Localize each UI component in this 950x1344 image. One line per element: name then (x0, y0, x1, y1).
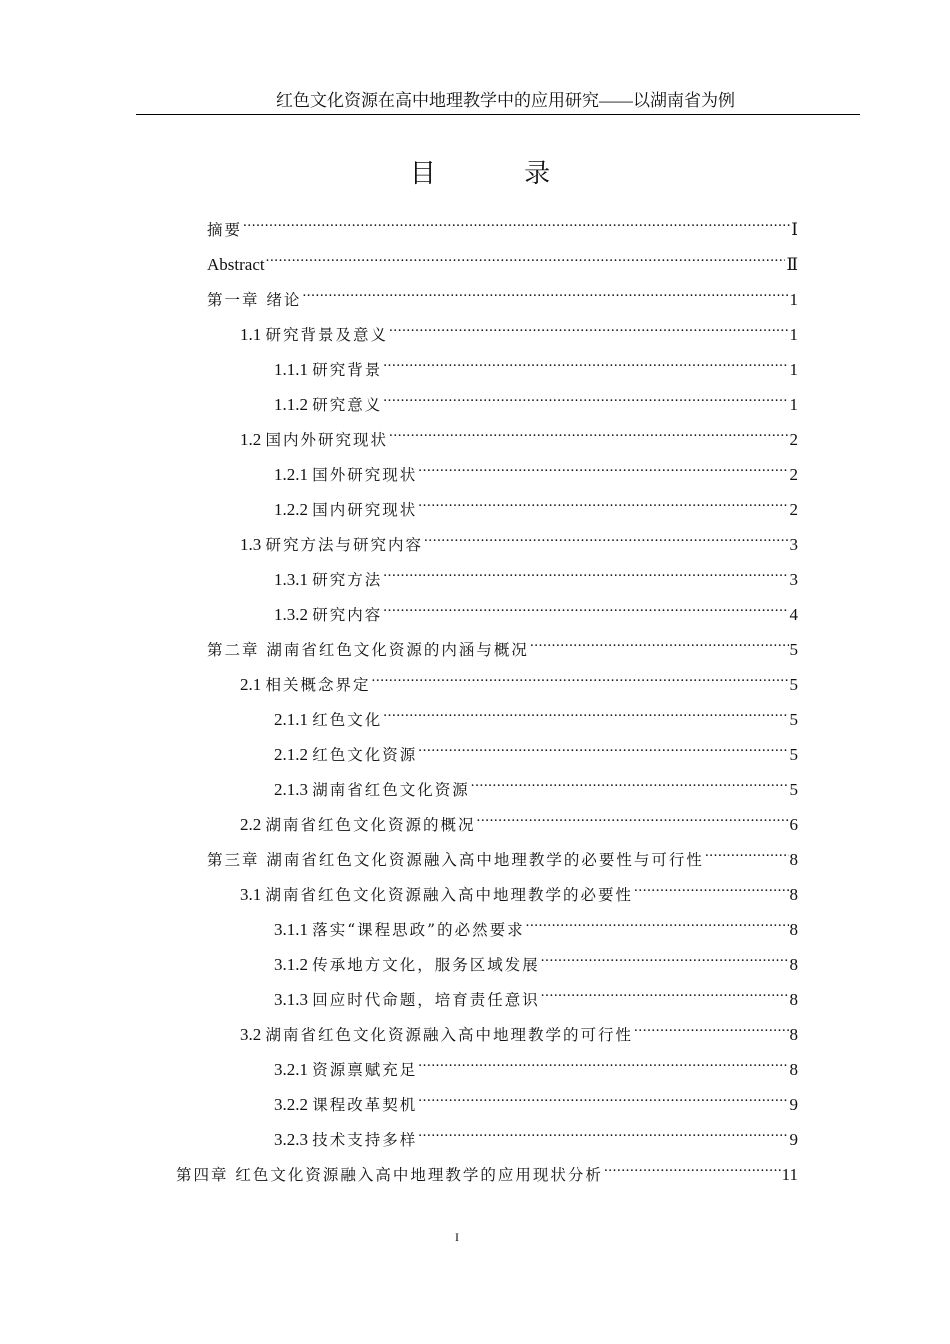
dot-leader (471, 769, 789, 795)
dot-leader (243, 209, 790, 235)
running-header-title: 红色文化资源在高中地理教学中的应用研究——以湖南省为例 (276, 91, 735, 110)
dot-leader (383, 384, 788, 410)
toc-entry-abstract-cn[interactable]: 摘要 ..... Ⅰ (207, 209, 798, 235)
toc-entry-1-2-1[interactable]: 1.2.1 国外研究现状 ..... 2 (274, 454, 798, 480)
toc-page-number: 2 (789, 465, 798, 484)
toc-page-number: 8 (789, 955, 798, 974)
dot-leader (530, 629, 789, 655)
toc-page-number: 8 (789, 920, 798, 939)
toc-entry-1-1[interactable]: 1.1 研究背景及意义 ..... 1 (240, 314, 798, 340)
dot-leader (526, 909, 789, 935)
toc-entry-1-2-2[interactable]: 1.2.2 国内研究现状 ..... 2 (274, 489, 798, 515)
toc-entry-chapter-4[interactable]: 第四章 红色文化资源融入高中地理教学的应用现状分析 ..... 11 (176, 1154, 798, 1180)
toc-entry-3-1-1[interactable]: 3.1.1 落实“课程思政”的必然要求 ..... 8 (274, 909, 798, 935)
toc-entry-3-2[interactable]: 3.2 湖南省红色文化资源融入高中地理教学的可行性 ..... 8 (240, 1014, 798, 1040)
toc-page-number: 8 (789, 1025, 798, 1044)
toc-entry-chapter-1[interactable]: 第一章 绪论 ..... 1 (207, 279, 798, 305)
dot-leader (383, 559, 788, 585)
dot-leader (383, 699, 788, 725)
toc-page-number: 5 (789, 640, 798, 659)
toc-page-number: 1 (789, 360, 798, 379)
dot-leader (634, 1014, 788, 1040)
dot-leader (418, 454, 788, 480)
toc-entry-3-1-2[interactable]: 3.1.2 传承地方文化，服务区域发展 ..... 8 (274, 944, 798, 970)
dot-leader (383, 594, 788, 620)
dot-leader (477, 804, 789, 830)
toc-entry-3-2-1[interactable]: 3.2.1 资源禀赋充足 ..... 8 (274, 1049, 798, 1075)
toc-entry-1-2[interactable]: 1.2 国内外研究现状 ..... 2 (240, 419, 798, 445)
dot-leader (604, 1154, 781, 1180)
toc-entry-3-1[interactable]: 3.1 湖南省红色文化资源融入高中地理教学的必要性 ..... 8 (240, 874, 798, 900)
toc-entry-1-3[interactable]: 1.3 研究方法与研究内容 ..... 3 (240, 524, 798, 550)
toc-page-number: 6 (789, 815, 798, 834)
dot-leader (383, 349, 788, 375)
dot-leader (266, 244, 786, 270)
dot-leader (705, 839, 789, 865)
toc-page-number: 1 (789, 325, 798, 344)
toc-entry-abstract-en[interactable]: Abstract ..... Ⅱ (207, 244, 798, 270)
toc-page-number: 8 (789, 885, 798, 904)
dot-leader (541, 979, 789, 1005)
toc-page-number: 11 (781, 1165, 798, 1184)
page-number-footer: I (455, 1230, 459, 1244)
toc-page-number: 8 (789, 850, 798, 869)
toc-entry-3-2-3[interactable]: 3.2.3 技术支持多样 ..... 9 (274, 1119, 798, 1145)
toc-page-number: 9 (789, 1130, 798, 1149)
toc-page-number: 2 (789, 500, 798, 519)
toc-page-number: 1 (789, 290, 798, 309)
toc-page-number: 5 (789, 745, 798, 764)
toc-title: 目 录 (409, 159, 591, 189)
toc-entry-2-1-2[interactable]: 2.1.2 红色文化资源 ..... 5 (274, 734, 798, 760)
toc-page-number: 5 (789, 675, 798, 694)
toc-entry-3-1-3[interactable]: 3.1.3 回应时代命题，培育责任意识 ..... 8 (274, 979, 798, 1005)
toc-entry-1-1-1[interactable]: 1.1.1 研究背景 ..... 1 (274, 349, 798, 375)
dot-leader (541, 944, 789, 970)
toc-entry-3-2-2[interactable]: 3.2.2 课程改革契机 ..... 9 (274, 1084, 798, 1110)
running-header (136, 90, 860, 115)
toc-entry-chapter-3[interactable]: 第三章 湖南省红色文化资源融入高中地理教学的必要性与可行性 ..... 8 (207, 839, 798, 865)
toc-page-number: 5 (789, 780, 798, 799)
dot-leader (418, 489, 788, 515)
toc-entry-2-1-1[interactable]: 2.1.1 红色文化 ..... 5 (274, 699, 798, 725)
toc-entry-1-3-1[interactable]: 1.3.1 研究方法 ..... 3 (274, 559, 798, 585)
toc-entry-1-1-2[interactable]: 1.1.2 研究意义 ..... 1 (274, 384, 798, 410)
toc-page-number: 9 (789, 1095, 798, 1114)
dot-leader (418, 734, 788, 760)
toc-entry-2-2[interactable]: 2.2 湖南省红色文化资源的概况 ..... 6 (240, 804, 798, 830)
toc-entry-1-3-2[interactable]: 1.3.2 研究内容 ..... 4 (274, 594, 798, 620)
toc-page-number: 8 (789, 990, 798, 1009)
dot-leader (418, 1049, 788, 1075)
dot-leader (302, 279, 788, 305)
dot-leader (389, 419, 788, 445)
toc-page-number: 5 (789, 710, 798, 729)
toc-page-number: 3 (789, 570, 798, 589)
toc-page-number: 3 (789, 535, 798, 554)
dot-leader (418, 1084, 788, 1110)
toc-page-number: 4 (789, 605, 798, 624)
dot-leader (424, 524, 788, 550)
dot-leader (389, 314, 788, 340)
toc-page-number: 8 (789, 1060, 798, 1079)
toc-page-number: 1 (789, 395, 798, 414)
dot-leader (372, 664, 789, 690)
dot-leader (634, 874, 788, 900)
toc-entry-chapter-2[interactable]: 第二章 湖南省红色文化资源的内涵与概况 ..... 5 (207, 629, 798, 655)
toc-entry-2-1[interactable]: 2.1 相关概念界定 ..... 5 (240, 664, 798, 690)
toc-page-number: Ⅰ (791, 220, 798, 239)
toc-page-number: 2 (789, 430, 798, 449)
dot-leader (418, 1119, 788, 1145)
toc-entry-2-1-3[interactable]: 2.1.3 湖南省红色文化资源 ..... 5 (274, 769, 798, 795)
toc-page-number: Ⅱ (786, 255, 798, 274)
